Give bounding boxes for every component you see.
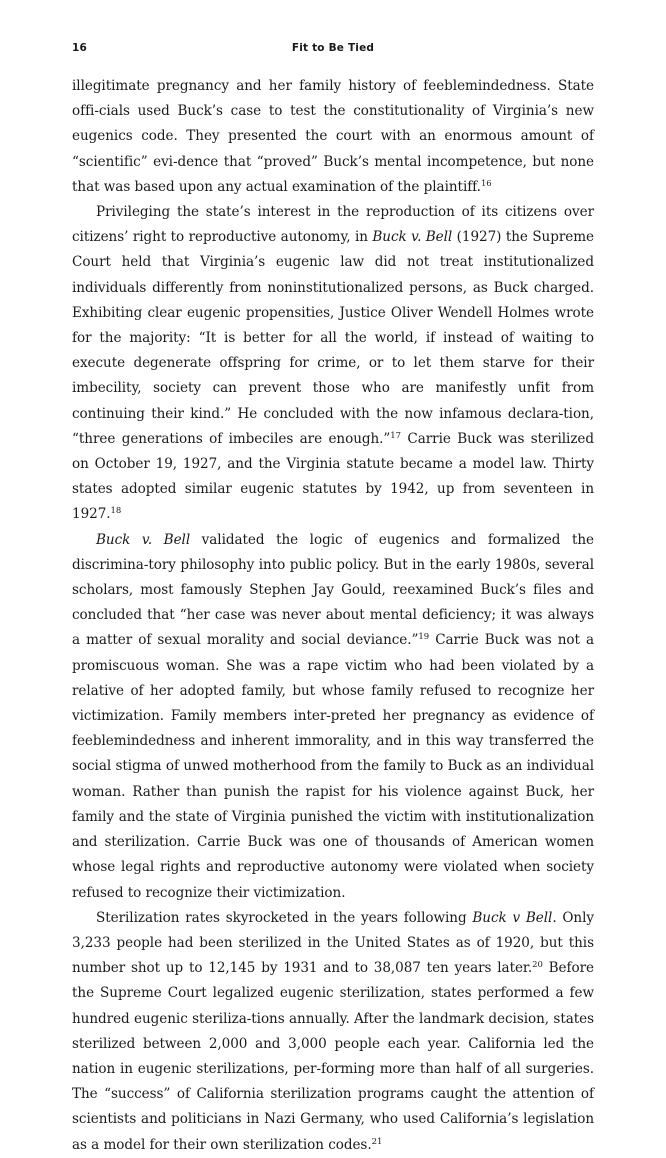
footnote-marker: 18 bbox=[110, 506, 122, 517]
running-title: Fit to Be Tied bbox=[291, 42, 375, 54]
case-citation: Buck v Bell bbox=[472, 909, 553, 926]
paragraph-text: Before the Supreme Court legalized eugenic sterilization, states performed a few hundred eugenic steriliza-tions annually. After the landmark decision, states sterilized between 2,000 and 3,000 people each year. California led the nation in eugenic sterilizations, per-forming more than half of all surgeries. The “success” of California sterilization programs caught the attention of scientists and politicians in Nazi Germany, who used California’s legislation as a model for their own sterilization codes. bbox=[72, 960, 594, 1153]
paragraph-text: Privileging the state’s interest in the reproduction of its citizens over citizens’ right to reproductive autonomy, in bbox=[72, 204, 594, 246]
paragraph-text: Sterilization rates skyrocketed in the years following bbox=[96, 909, 473, 926]
case-citation: Buck v. Bell bbox=[372, 229, 453, 246]
paragraph-text: (1927) the Supreme Court held that Virginia’s eugenic law did not treat institutionalized individuals differently from noninstitutionalized persons, as Buck charged. Exhibiting clear eugenic propensities, Justice Oliver Wendell Holmes wrote for the majority: “It is better for all the world, if instead of waiting to execute degenerate offspring for crime, or to let them starve for their imbecility, society can prevent those who are manifestly unfit from continuing their kind.” He concluded with the now infamous declara-tion, “three generations of imbeciles are enough.” bbox=[72, 229, 595, 447]
paragraph-3 bbox=[72, 528, 594, 906]
footnote-marker: 19 bbox=[418, 632, 430, 643]
page-number: 16 bbox=[72, 42, 88, 54]
footnote-marker: 17 bbox=[390, 430, 402, 441]
paragraph-text: . Only 3,233 people had been sterilized in the United States as of 1920, but this number shot up to 12,145 by 1931 and to 38,087 ten years later. bbox=[72, 909, 594, 977]
footnote-marker: 20 bbox=[532, 960, 543, 971]
paragraph-4 bbox=[72, 906, 594, 1158]
body-text bbox=[72, 74, 594, 1158]
paragraph-2 bbox=[72, 200, 594, 528]
paragraph-text: validated the logic of eugenics and formalized the discrimina-tory philosophy into public policy. But in the early 1980s, several scholars, most famously Stephen Jay Gould, reexamined Buck’s files and concluded that “her case was never about mental deficiency; it was always a matter of sexual morality and social deviance.” bbox=[72, 531, 594, 649]
footnote-marker: 16 bbox=[480, 178, 492, 189]
paragraph-1 bbox=[72, 74, 594, 200]
case-citation: Buck v. Bell bbox=[96, 531, 191, 548]
paragraph-text: illegitimate pregnancy and her family history of feeblemindedness. State offi-cials used Buck’s case to test the constitutionality of Virginia’s new eugenics code. They presented the court with an enormous amount of “scientific” evi-dence that “proved” Buck’s mental incompetence, but none that was based upon any actual examination of the plaintiff. bbox=[72, 78, 594, 195]
paragraph-text: Carrie Buck was sterilized on October 19, 1927, and the Virginia statute became a model law. Thirty states adopted similar eugenic statutes by 1942, up from seventeen in 1927. bbox=[72, 430, 594, 523]
paragraph-text: Carrie Buck was not a promiscuous woman. She was a rape victim who had been violated by a relative of her adopted family, but whose family refused to recognize her victimization. Family members inter-preted her pregnancy as evidence of feeblemindedness and inherent immorality, and in this way transferred the social stigma of unwed motherhood from the family to Buck as an individual woman. Rather than punish the rapist for his violence against Buck, her family and the state of Virginia punished the victim with institutionalization and sterilization. Carrie Buck was one of thousands of American women whose legal rights and reproductive autonomy were violated when society refused to recognize their victimization. bbox=[72, 632, 594, 901]
footnote-marker: 21 bbox=[371, 1136, 383, 1147]
running-head bbox=[72, 42, 594, 58]
